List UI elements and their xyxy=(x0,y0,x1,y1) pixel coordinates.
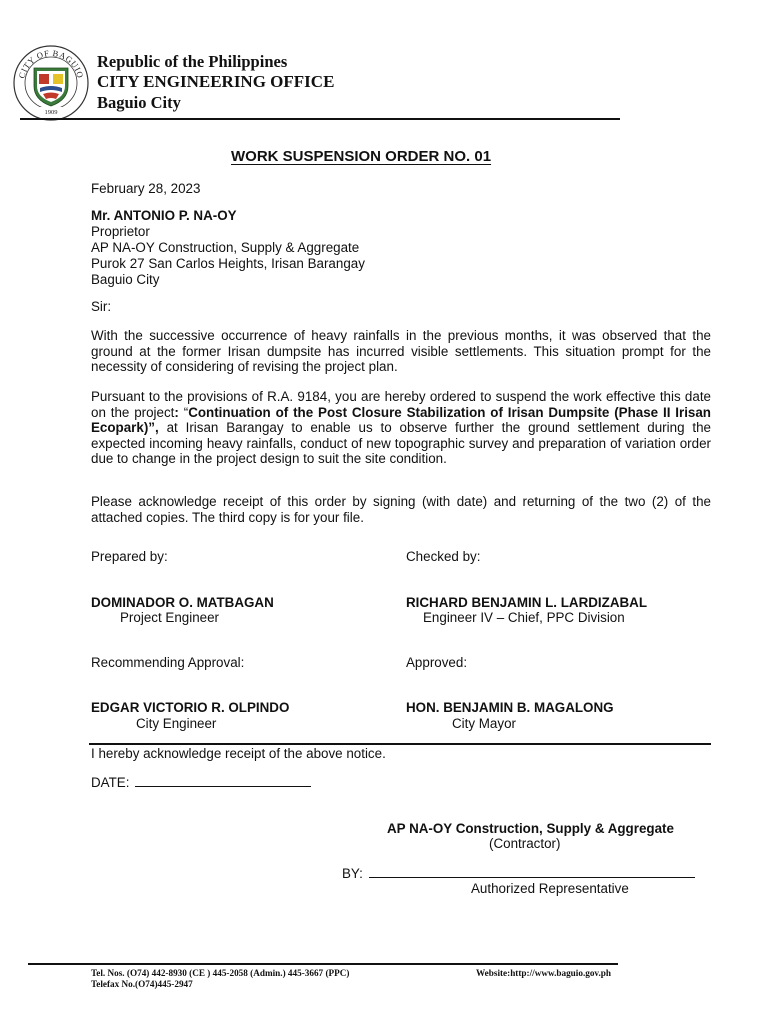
contractor-name: AP NA-OY Construction, Supply & Aggregate xyxy=(387,821,674,836)
salutation: Sir: xyxy=(91,299,112,314)
prepared-by-label: Prepared by: xyxy=(91,549,168,564)
paragraph-1: With the successive occurrence of heavy rainfalls in the previous months, it was observed that the ground at the former Irisan dumpsite has incurred visible settlements. This situation prompt for the necessity of considering of revising the project plan. xyxy=(91,328,711,374)
paragraph-2 xyxy=(91,389,711,467)
checked-by-name: RICHARD BENJAMIN L. LARDIZABAL xyxy=(406,595,648,610)
by-label: BY: xyxy=(342,866,363,881)
paragraph-2-colon: : xyxy=(174,404,184,420)
paragraph-2-quote-open: “ xyxy=(183,404,189,420)
date-row xyxy=(91,775,311,791)
footer-divider xyxy=(28,963,618,965)
acknowledgment-text: I hereby acknowledge receipt of the above notice. xyxy=(91,746,386,761)
recipient-name: Mr. ANTONIO P. NA-OY xyxy=(91,208,237,223)
recipient-address-1: Purok 27 San Carlos Heights, Irisan Barangay xyxy=(91,256,365,271)
paragraph-3: Please acknowledge receipt of this order by signing (with date) and returning of the two (2) of the attached copies. The third copy is for your file. xyxy=(91,494,711,525)
recommending-title: City Engineer xyxy=(136,716,217,731)
seal-text: CITY OF BAGUIO xyxy=(16,47,86,80)
header-republic: Republic of the Philippines xyxy=(97,52,288,71)
footer-website: Website:http://www.baguio.gov.ph xyxy=(476,968,612,978)
paragraph-2-lead: Pursuant to the provisions of R.A. 9184, you are hereby ordered to suspend the work effective this date on the project xyxy=(91,389,711,420)
acknowledgment-divider xyxy=(89,743,711,745)
contractor-role: (Contractor) xyxy=(489,836,561,851)
approved-name: HON. BENJAMIN B. MAGALONG xyxy=(406,700,614,715)
city-seal xyxy=(12,44,90,122)
project-name: Continuation of the Post Closure Stabilization of Irisan Dumpsite (Phase II Irisan Ecopark)”, xyxy=(91,404,711,435)
recommending-name: EDGAR VICTORIO R. OLPINDO xyxy=(91,700,290,715)
recommending-approval-label: Recommending Approval: xyxy=(91,655,245,670)
representative-signature-line[interactable] xyxy=(369,877,695,878)
letter-date: February 28, 2023 xyxy=(91,181,201,196)
recipient-company: AP NA-OY Construction, Supply & Aggregate xyxy=(91,240,360,255)
date-signature-line[interactable] xyxy=(135,786,311,787)
paragraph-2-rest: at Irisan Barangay to enable us to observe further the ground settlement during the expected incoming heavy rainfalls, conduct of new topographic survey and preparation of variation order due to change in the project design to suit the site condition. xyxy=(91,420,711,466)
date-label: DATE: xyxy=(91,775,130,790)
prepared-by-title: Project Engineer xyxy=(120,610,219,625)
footer-telefax: Telefax No.(O74)445-2947 xyxy=(91,979,193,989)
by-row xyxy=(342,866,695,882)
header-office: CITY ENGINEERING OFFICE xyxy=(97,72,335,91)
recipient-block xyxy=(91,208,365,288)
header-divider xyxy=(20,118,620,120)
seal-year: 1909 xyxy=(44,109,58,116)
checked-by-label: Checked by: xyxy=(406,549,481,564)
authorized-representative-label: Authorized Representative xyxy=(471,881,629,896)
checked-by-title: Engineer IV – Chief, PPC Division xyxy=(423,610,625,625)
document-title: WORK SUSPENSION ORDER NO. 01 xyxy=(231,148,492,165)
recipient-address-2: Baguio City xyxy=(91,272,160,287)
recipient-position: Proprietor xyxy=(91,224,150,239)
header-city: Baguio City xyxy=(97,93,181,112)
footer-telephone: Tel. Nos. (O74) 442-8930 (CE ) 445-2058 (Admin.) 445-3667 (PPC) xyxy=(91,968,350,978)
approved-label: Approved: xyxy=(406,655,468,670)
prepared-by-name: DOMINADOR O. MATBAGAN xyxy=(91,595,274,610)
approved-title: City Mayor xyxy=(452,716,516,731)
